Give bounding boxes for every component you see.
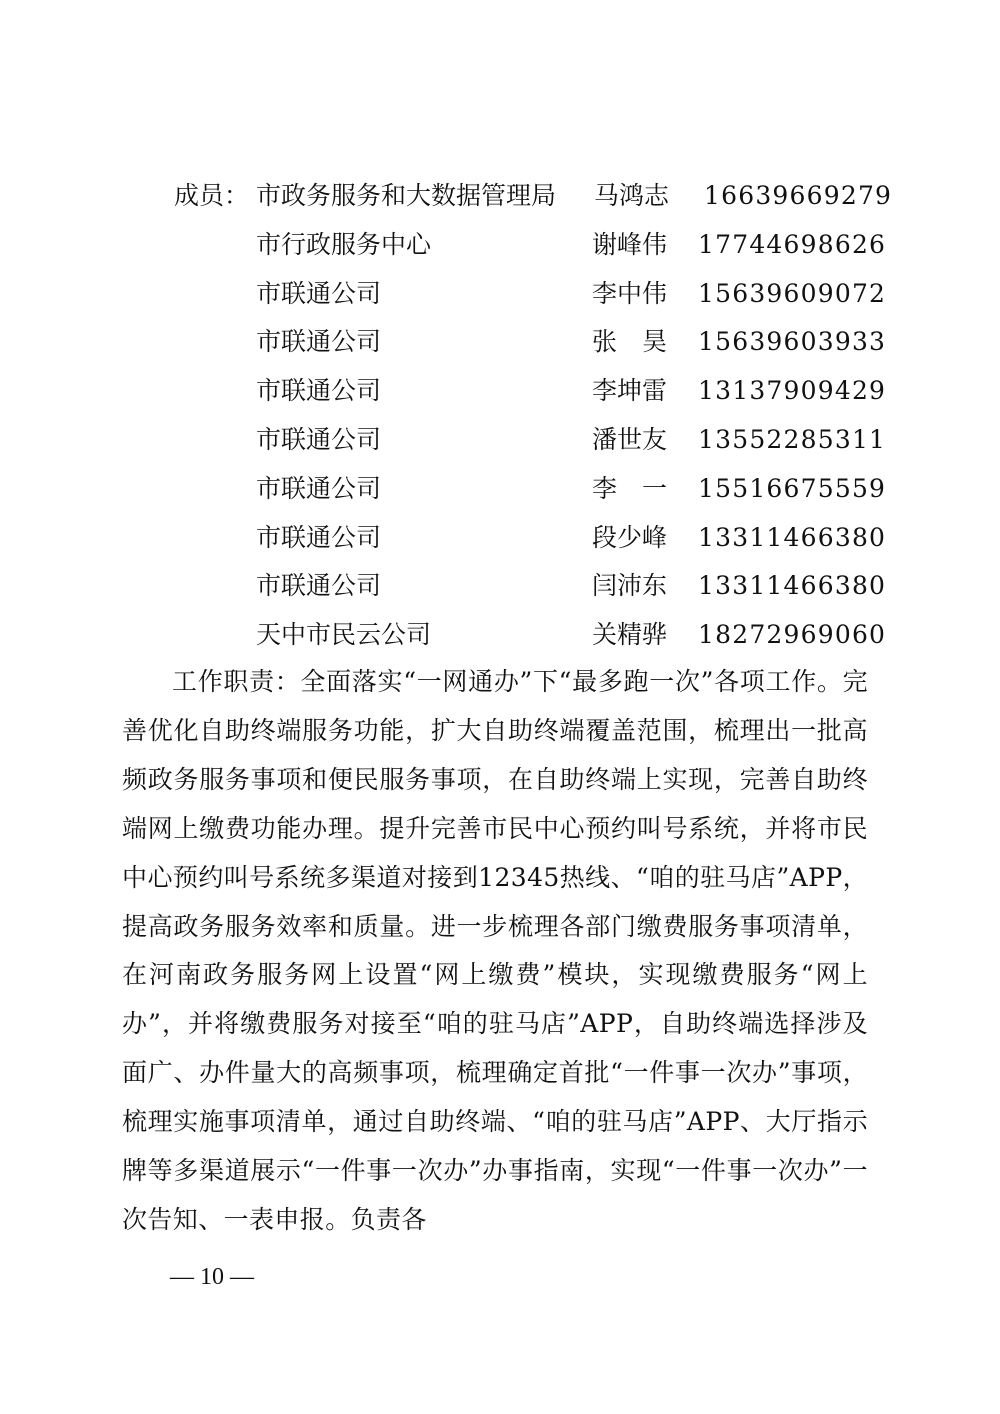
- member-row: [0, 611, 1000, 660]
- member-name: 李坤雷: [592, 376, 668, 406]
- member-row: [0, 318, 1000, 367]
- member-org: 市联通公司: [256, 571, 382, 601]
- member-org: 市联通公司: [256, 376, 382, 406]
- member-name: 闫沛东: [592, 571, 668, 601]
- member-org: 天中市民云公司: [256, 620, 432, 650]
- member-name: 李 一: [592, 473, 668, 503]
- member-phone: 15639603933: [698, 327, 887, 357]
- members-label: 成员：: [174, 181, 250, 210]
- member-row: [0, 270, 1000, 319]
- member-row: [0, 514, 1000, 563]
- member-name: 潘世友: [592, 424, 668, 454]
- member-name: 谢峰伟: [592, 229, 668, 259]
- member-row: [0, 221, 1000, 270]
- member-org: 市行政服务中心: [256, 229, 432, 259]
- member-org: 市联通公司: [256, 473, 382, 503]
- member-phone: 18272969060: [698, 620, 887, 650]
- member-name: 关精骅: [592, 620, 668, 650]
- member-phone: 15516675559: [698, 473, 887, 503]
- member-row: [0, 367, 1000, 416]
- member-name: 李中伟: [592, 278, 668, 308]
- member-org: 市联通公司: [256, 278, 382, 308]
- member-list: [0, 172, 1000, 660]
- member-phone: 17744698626: [698, 229, 887, 259]
- duties-paragraph: 工作职责：全面落实“一网通办”下“最多跑一次”各项工作。完善优化自助终端服务功能，扩大自助终端覆盖范围，梳理出一批高频政务服务事项和便民服务事项，在自助终端上实现，完善自助终端网上缴费功能办理。提升完善市民中心预约叫号系统，并将市民中心预约叫号系统多渠道对接到12345热线、“咱的驻马店”APP，提高政务服务效率和质量。进一步梳理各部门缴费服务事项清单，在河南政务服务网上设置“网上缴费”模块，实现缴费服务“网上办”，并将缴费服务对接至“咱的驻马店”APP，自助终端选择涉及面广、办件量大的高频事项，梳理确定首批“一件事一次办”事项，梳理实施事项清单，通过自助终端、“咱的驻马店”APP、大厅指示牌等多渠道展示“一件事一次办”办事指南，实现“一件事一次办”一次告知、一表申报。负责各: [122, 667, 868, 1234]
- member-phone: 13137909429: [698, 376, 887, 406]
- page-number: — 10 —: [170, 1264, 254, 1290]
- member-phone: 16639669279: [704, 181, 893, 210]
- member-org: 市联通公司: [256, 522, 382, 552]
- member-row: [0, 416, 1000, 465]
- member-phone: 13311466380: [698, 522, 887, 552]
- member-name: 段少峰: [592, 522, 668, 552]
- member-row: [0, 465, 1000, 514]
- member-name: 马鸿志: [594, 181, 670, 210]
- member-phone: 13311466380: [698, 571, 887, 601]
- member-row: [0, 172, 1000, 221]
- member-org: 市政务服务和大数据管理局: [256, 181, 557, 210]
- member-name: 张 昊: [592, 327, 668, 357]
- member-phone: 15639609072: [698, 278, 887, 308]
- member-phone: 13552285311: [698, 424, 887, 454]
- member-row: [0, 562, 1000, 611]
- member-org: 市联通公司: [256, 424, 382, 454]
- member-org: 市联通公司: [256, 327, 382, 357]
